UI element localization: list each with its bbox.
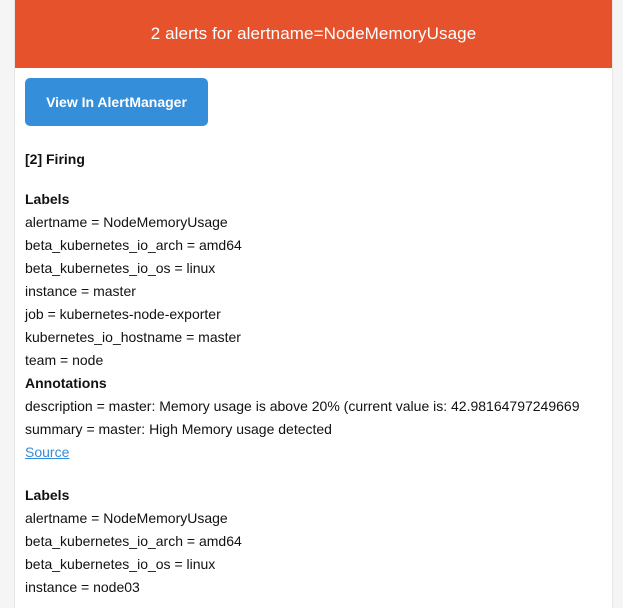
label-arch: beta_kubernetes_io_arch = amd64 [25, 533, 242, 549]
label-instance: instance = master [25, 283, 136, 299]
alert-item [25, 188, 602, 464]
label-os: beta_kubernetes_io_os = linux [25, 260, 216, 276]
label-instance: instance = node03 [25, 579, 140, 595]
alert-header-title: 2 alerts for alertname=NodeMemoryUsage [150, 24, 477, 43]
annotations-heading: Annotations [25, 375, 107, 391]
alert-email [14, 0, 613, 608]
label-hostname: kubernetes_io_hostname = master [25, 329, 241, 345]
label-alertname: alertname = NodeMemoryUsage [25, 214, 228, 230]
labels-heading: Labels [25, 191, 70, 207]
annotation-summary: summary = master: High Memory usage detected [25, 421, 332, 437]
label-os: beta_kubernetes_io_os = linux [25, 556, 216, 572]
alert-item [25, 484, 602, 599]
label-arch: beta_kubernetes_io_arch = amd64 [25, 237, 242, 253]
alert-content [15, 68, 612, 599]
label-job: job = kubernetes-node-exporter [25, 306, 221, 322]
labels-heading: Labels [25, 487, 70, 503]
view-in-alertmanager-button[interactable]: View In AlertManager [25, 78, 208, 126]
annotation-description: description = master: Memory usage is above 20% (current value is: 42.98164797249669 [25, 398, 580, 414]
source-link[interactable]: Source [25, 444, 70, 460]
label-alertname: alertname = NodeMemoryUsage [25, 510, 228, 526]
alert-header-banner [15, 0, 612, 68]
firing-count: [2] Firing [25, 151, 85, 167]
label-team: team = node [25, 352, 104, 368]
